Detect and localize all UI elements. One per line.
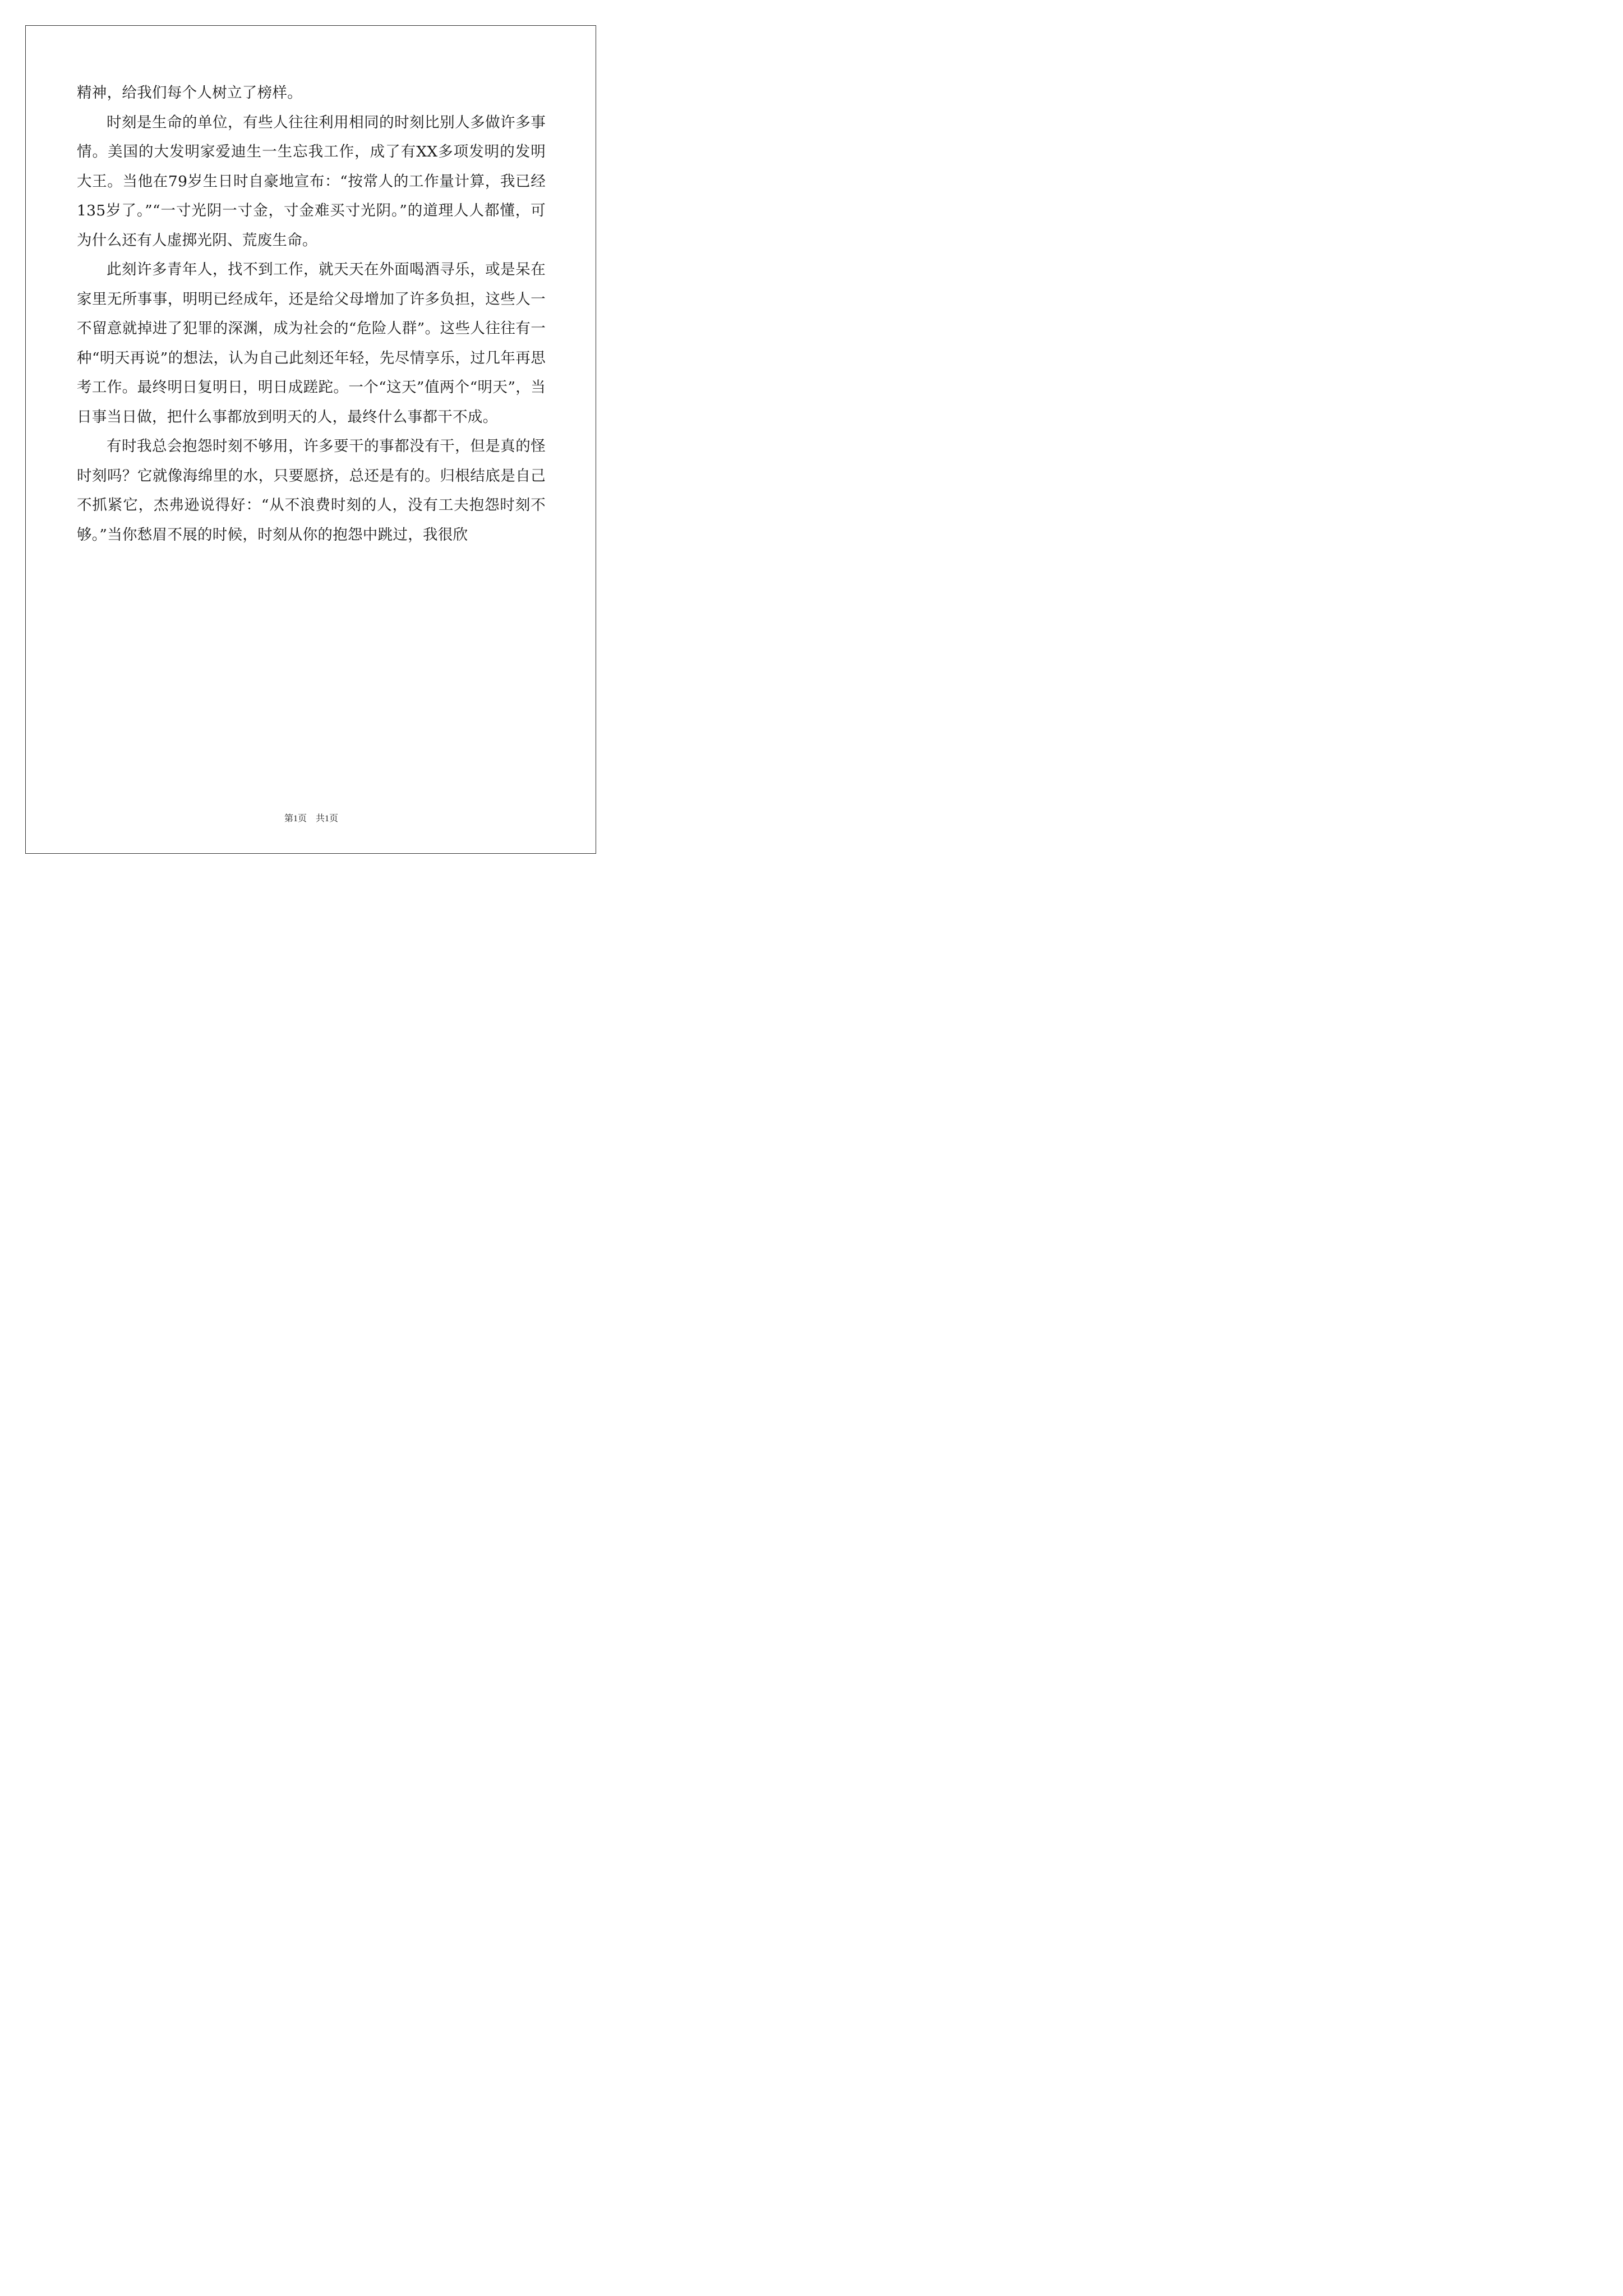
paragraph-2: 时刻是生命的单位，有些人往往利用相同的时刻比别人多做许多事情。美国的大发明家爱迪生一生忘我工作，成了有XX多项发明的发明大王。当他在79岁生日时自豪地宣布：“按常人的工作量计算，我已经135岁了。”“一寸光阴一寸金，寸金难买寸光阴。”的道理人人都懂，可为什么还有人虚掷光阴、荒废生命。 (77, 113, 546, 249)
document-body (77, 79, 546, 550)
page-number: 第1页 (284, 814, 307, 823)
page-footer (0, 811, 623, 824)
paragraph-4: 有时我总会抱怨时刻不够用，许多要干的事都没有干，但是真的怪时刻吗？它就像海绵里的水，只要愿挤，总还是有的。归根结底是自己不抓紧它，杰弗逊说得好：“从不浪费时刻的人，没有工夫抱怨时刻不够。”当你愁眉不展的时候，时刻从你的抱怨中跳过，我很欣 (77, 438, 546, 544)
page-total: 共1页 (316, 814, 339, 823)
paragraph-3: 此刻许多青年人，找不到工作，就天天在外面喝酒寻乐，或是呆在家里无所事事，明明已经成年，还是给父母增加了许多负担，这些人一不留意就掉进了犯罪的深渊，成为社会的“危险人群”。这些人往往有一种“明天再说”的想法，认为自己此刻还年轻，先尽情享乐，过几年再思考工作。最终明日复明日，明日成蹉跎。一个“这天”值两个“明天”，当日事当日做，把什么事都放到明天的人，最终什么事都干不成。 (77, 261, 546, 426)
paragraph-1: 精神，给我们每个人树立了榜样。 (77, 84, 302, 102)
